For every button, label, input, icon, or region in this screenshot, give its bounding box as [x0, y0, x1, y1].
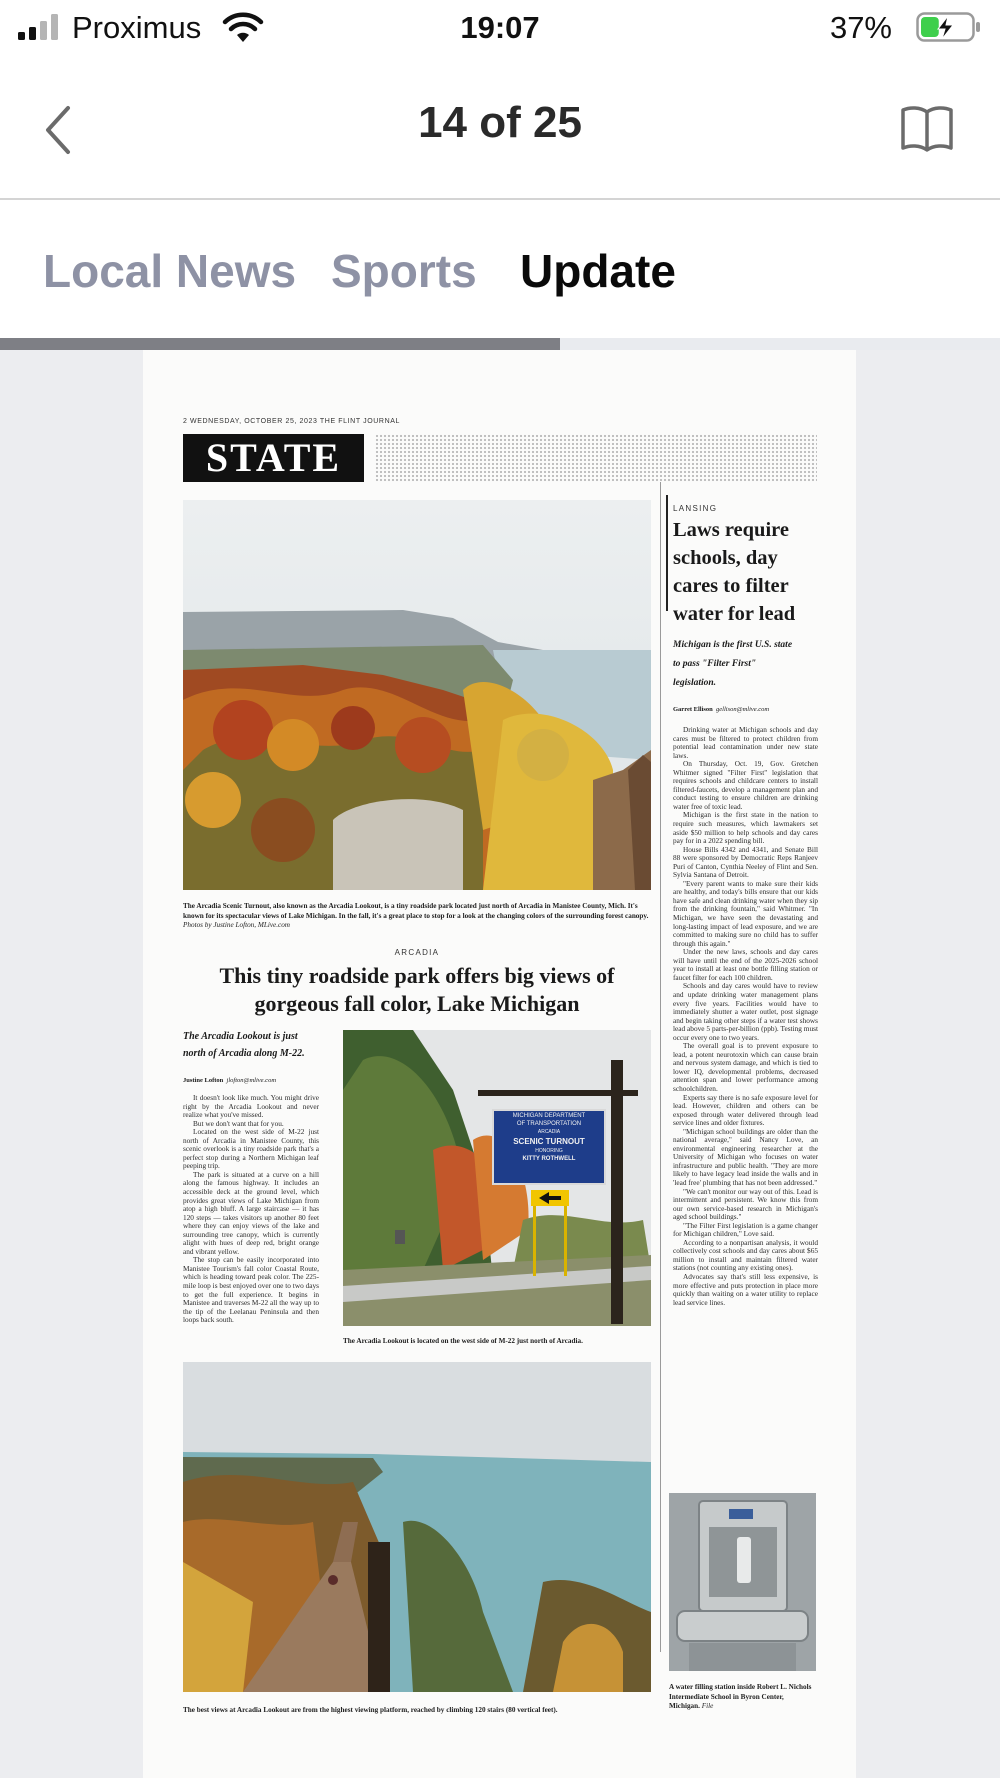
- reading-progress-bar: [0, 338, 1000, 350]
- tab-update[interactable]: Update: [520, 245, 676, 297]
- bottom-photo-caption: The best views at Arcadia Lookout are from the highest viewing platform, reached by climbing 120 stairs (80 vertical feet).: [183, 1706, 558, 1714]
- side-story-headline[interactable]: Laws require schools, day cares to filter water for lead: [673, 519, 796, 625]
- top-photo-credit: Photos by Justine Lofton, MLive.com: [183, 921, 290, 929]
- clock: 19:07: [460, 10, 540, 45]
- water-station-photo-credit: File: [701, 1702, 714, 1710]
- navigation-bar: [0, 54, 1000, 200]
- reading-progress-fill: [0, 338, 560, 350]
- side-story-byline: Garret Ellison gellison@mlive.com: [673, 706, 770, 713]
- battery-percentage: 37%: [829, 10, 892, 45]
- status-bar: [0, 0, 1000, 54]
- top-photo-caption: The Arcadia Scenic Turnout, also known as the Arcadia Lookout, is a tiny roadside park located just north of Arcadia in Manistee County, Mich. It's known for its spectacular views of Lake Michigan. In the fall, it's a great place to stop for a look at the changing colors of the surrounding forest canopy. Photos by Justine Lofton, MLive.com: [183, 902, 649, 929]
- flag-dot-pattern: [375, 434, 817, 482]
- main-story-headline[interactable]: This tiny roadside park offers big views of gorgeous fall color, Lake Michigan: [219, 963, 615, 1016]
- main-story-kicker: ARCADIA: [394, 948, 440, 957]
- main-story-body: It doesn't look like much. You might drive right by the Arcadia Lookout and never realize what you've missed. But we don't want that for you. Located on the west side of M-22 just north of Arcadia in Manistee County, this scenic overlook is a tiny roadside park that's a perfect stop during a Northern Michigan leaf peeping trip. The park is situated at a curve on a hill along the famous highway. It includes an accessible deck at the ground level, which provides great views of Lake Michigan from atop a high bluff. A large staircase — it has 120 steps — takes visitors up another 80 feet where they can enjoy views of the lake and surrounding tree canopy, which is currently alight with hues of deep red, bright orange and vibrant yellow. The stop can be easily incorporated into Manistee Tourism's fall color Coastal Route, which is heading toward peak color. The 225-mile loop is best enjoyed over one to two days to get the full experience. It begins in Manistee and traverses M-22 all the way up to the tip of the Leelanau Peninsula and then loops back south.: [183, 1094, 319, 1325]
- side-story-body: Drinking water at Michigan schools and day cares must be filtered to protect children from potential lead contamination under new state laws. On Thursday, Oct. 19, Gov. Gretchen Whitmer signed "Filter First" legislation that requires schools and childcare centers to install filtered-faucets, develop a management plan and conduct testing to ensure children are drinking water free of toxic lead. Michigan is the first state in the nation to require such measures, which lawmakers set aside $50 million to help schools and day cares pay for in a 2022 spending bill. House Bills 4342 and 4341, and Senate Bill 88 were sponsored by Democratic Reps Ranjeev Puri of Canton, Cynthia Neeley of Flint and Sen. Sylvia Santana of Detroit. "Every parent wants to make sure their kids are healthy, and today's bills ensure that our kids have safe and clean drinking water when they sip from the drinking fountain," said Whitmer. "In Michigan, we have seen the devastating and long-lasting impact of lead exposure, and we are committed to making sure no child has to suffer through this again." Under the new laws, schools and day cares will have until the end of the 2025-2026 school year to install at least one bottle filling station or faucet filter for each 100 children. Schools and day cares would have to review and update drinking water management plans every five years. Facilities would have to immediately shutter a water outlet, post signage and begin taking other steps if a water test shows lead above 5 parts-per-billion (ppb). Testing must occur every one to two years. The overall goal is to prevent exposure to lead, a potent neurotoxin which can cause brain and nervous system damage, and which is tied to lower IQ, developmental problems, decreased attention span and lower performance among schoolchildren. Experts say there is no safe exposure level for lead. However, children and others can be exposed through water delivered through lead service lines and older fixtures. "Michigan school buildings are older than the national average," said Nancy Love, an environmental engineering researcher at the University of Michigan who focuses on water infrastructure and public health. "They are more likely to have legacy lead inside the walls and in 'lead free' plumbing that has not been addressed." "We can't monitor our way out of this. Lead is intermittent and persistent. We know this from our own service-based research in Michigan's aged school buildings." "The Filter First legislation is a game changer for Michigan children," Love said. According to a nonpartisan analysis, it would collectively cost schools and day cares about $65 million to install and maintain filtered water stations (not counting any existing ones). Advocates say that's still less expensive, is more effective and puts protection in place more quickly than waiting on a water utility to replace lead service lines.: [673, 726, 818, 1307]
- tab-sports[interactable]: Sports: [331, 245, 477, 297]
- newspaper-page[interactable]: [143, 350, 856, 1778]
- battery-icon: [916, 12, 982, 42]
- section-tabs: [0, 200, 1000, 338]
- page-reader[interactable]: [0, 350, 1000, 1778]
- book-icon[interactable]: [900, 104, 954, 152]
- page-counter: 14 of 25: [418, 98, 582, 147]
- page-folio: 2 WEDNESDAY, OCTOBER 25, 2023 THE FLINT JOURNAL: [183, 418, 401, 425]
- main-story-byline: Justine Lofton jlofton@mlive.com: [183, 1077, 277, 1084]
- side-headline-rule: [666, 495, 668, 611]
- water-filling-station-photo: [669, 1493, 816, 1671]
- bottom-photo-stairs-overlook: [183, 1362, 651, 1692]
- sign-photo-caption: The Arcadia Lookout is located on the west side of M-22 just north of Arcadia.: [343, 1337, 583, 1345]
- scenic-turnout-sign: MICHIGAN DEPARTMENT OF TRANSPORTATION ARCADIA SCENIC TURNOUT HONORING KITTY ROTHWELL: [512, 1113, 586, 1162]
- section-flag: STATE: [183, 434, 364, 482]
- side-story-kicker: LANSING: [673, 504, 718, 513]
- carrier-name: Proximus: [72, 10, 202, 45]
- water-station-photo-caption: A water filling station inside Robert L. Nichols Intermediate School in Byron Center, Michigan. File: [669, 1683, 812, 1710]
- scenic-turnout-sign-photo: [343, 1030, 651, 1326]
- column-rule: [660, 482, 661, 1652]
- main-story-deck: The Arcadia Lookout is just north of Arcadia along M-22.: [183, 1031, 305, 1059]
- side-story-deck: Michigan is the first U.S. state to pass "Filter First" legislation.: [673, 640, 793, 688]
- tab-local-news[interactable]: Local News: [43, 245, 297, 297]
- top-photo-arcadia-overlook: [183, 500, 651, 890]
